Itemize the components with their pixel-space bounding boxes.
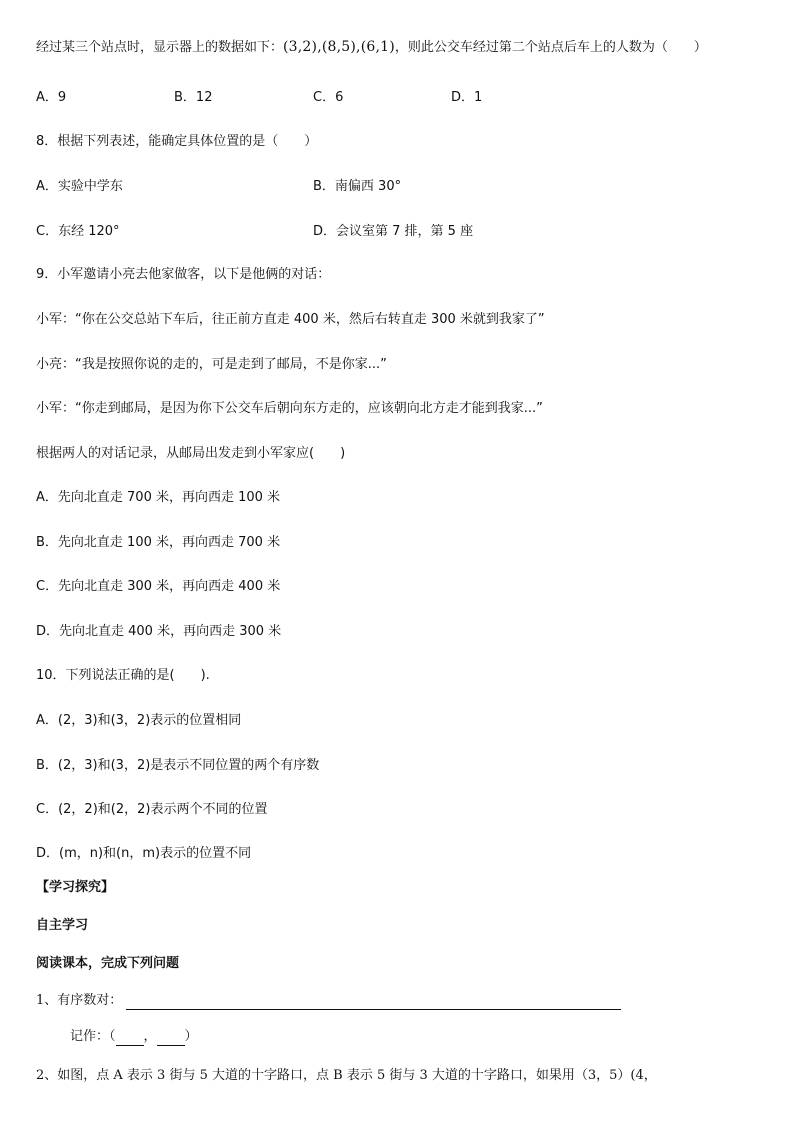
q10-stem: 10．下列说法正确的是( ). xyxy=(36,668,210,683)
q8-option-a: A．实验中学东 xyxy=(36,179,123,194)
q9-dialog-line-1: 小军：“你在公交总站下车后，往正前方直走 400 米，然后右转直走 300 米就到我家了” xyxy=(36,312,545,327)
subheading-read-textbook: 阅读课本，完成下列问题 xyxy=(36,956,180,971)
q9-option-c: C．先向北直走 300 米，再向西走 400 米 xyxy=(36,579,281,594)
item-1-note-prefix: 记作：（ xyxy=(70,1029,116,1044)
q9-dialog-line-2: 小亮：“我是按照你说的走的，可是走到了邮局，不是你家...” xyxy=(36,357,387,372)
item-1-ordered-pair xyxy=(36,992,621,1010)
q7-stem-suffix: ，则此公交车经过第二个站点后车上的人数为（ ） xyxy=(394,40,707,55)
q7-option-b: B．12 xyxy=(174,90,213,105)
item-1-note-sep: ， xyxy=(143,1029,157,1044)
q9-dialog-line-3: 小军：“你走到邮局，是因为你下公交车后朝向东方走的，应该朝向北方走才能到我家...” xyxy=(36,401,543,416)
subheading-self-study: 自主学习 xyxy=(36,918,89,933)
q7-math-data: (3,2),(8,5),(6,1) xyxy=(283,39,395,55)
item-1-note-suffix: ） xyxy=(184,1029,198,1044)
q9-option-b: B．先向北直走 100 米，再向西走 700 米 xyxy=(36,535,281,550)
q7-option-d: D．1 xyxy=(451,90,483,105)
q7-option-a: A．9 xyxy=(36,90,67,105)
item-1-notation xyxy=(70,1028,198,1046)
q9-question: 根据两人的对话记录，从邮局出发走到小军家应( ) xyxy=(36,446,346,461)
q10-option-a: A．(2，3)和(3，2)表示的位置相同 xyxy=(36,713,242,728)
q7-option-c: C．6 xyxy=(313,90,344,105)
item-2-text: 2、如图，点 A 表示 3 街与 5 大道的十字路口，点 B 表示 5 街与 3 大道的十字路口，如果用（3，5）(4， xyxy=(36,1068,657,1083)
item-1-fill-blank[interactable] xyxy=(126,995,621,1010)
q7-stem xyxy=(36,38,707,57)
q9-option-a: A．先向北直走 700 米，再向西走 100 米 xyxy=(36,490,281,505)
q8-option-b: B．南偏西 30° xyxy=(313,179,402,194)
item-1-label: 1、有序数对： xyxy=(36,993,123,1008)
q10-option-c: C．(2，2)和(2，2)表示两个不同的位置 xyxy=(36,802,268,817)
q8-option-d: D．会议室第 7 排，第 5 座 xyxy=(313,224,474,239)
item-1-blank-second[interactable] xyxy=(157,1031,185,1046)
q7-stem-prefix: 经过某三个站点时，显示器上的数据如下： xyxy=(36,40,284,55)
section-heading: 【学习探究】 xyxy=(36,880,115,895)
q10-option-d: D．(m，n)和(n，m)表示的位置不同 xyxy=(36,846,252,861)
q8-option-c: C．东经 120° xyxy=(36,224,120,239)
item-1-blank-first[interactable] xyxy=(116,1031,144,1046)
q8-stem: 8．根据下列表述，能确定具体位置的是（ ） xyxy=(36,134,318,149)
q10-option-b: B．(2，3)和(3，2)是表示不同位置的两个有序数 xyxy=(36,758,320,773)
q9-option-d: D．先向北直走 400 米，再向西走 300 米 xyxy=(36,624,282,639)
q9-stem: 9．小军邀请小亮去他家做客，以下是他俩的对话： xyxy=(36,267,331,282)
